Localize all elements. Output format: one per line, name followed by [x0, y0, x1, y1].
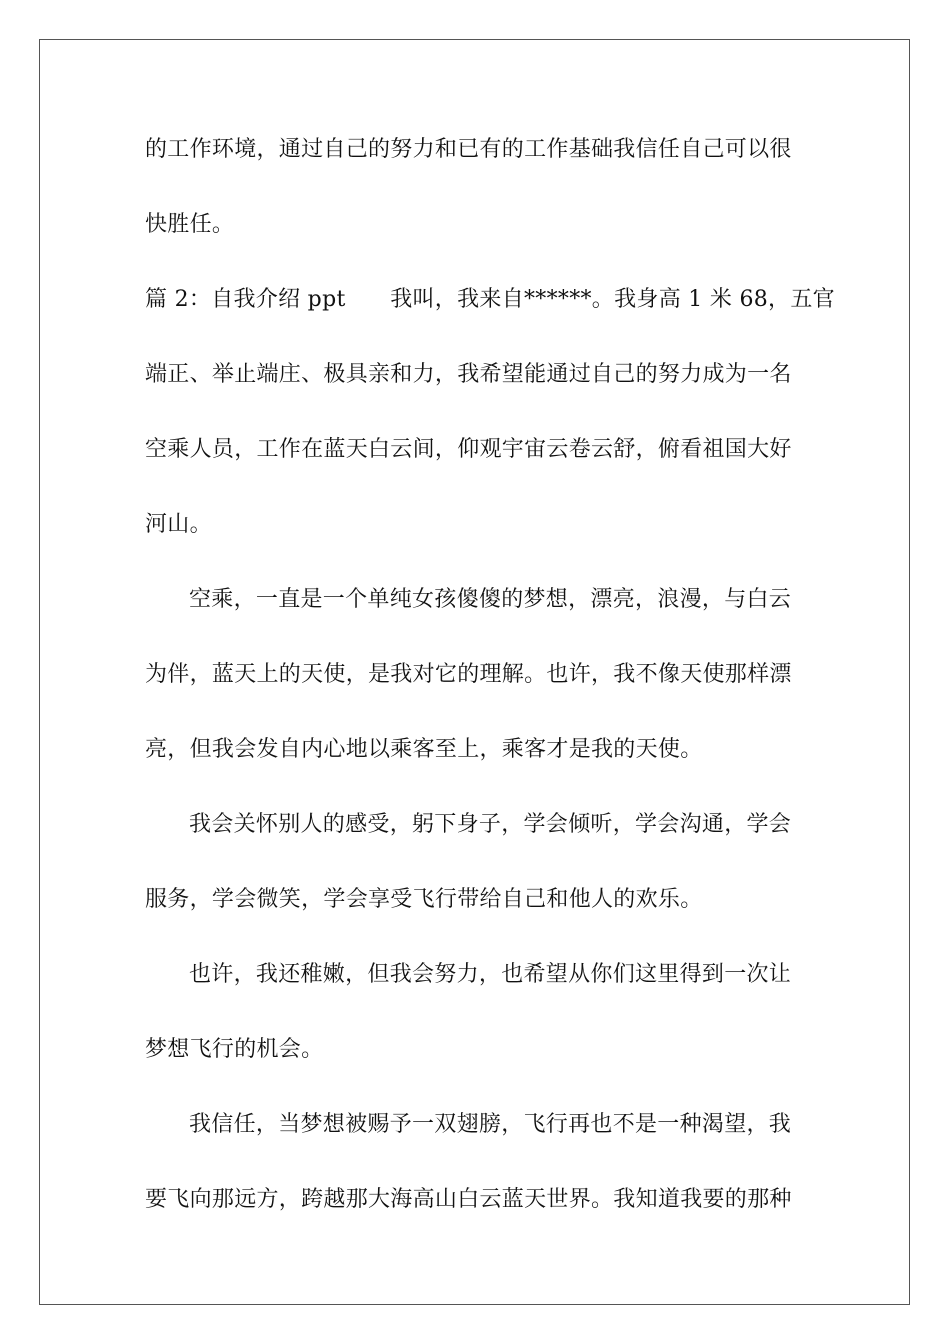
text-line: 要飞向那远方，跨越那大海高山白云蓝天世界。我知道我要的那种 [145, 1187, 792, 1212]
text-line: 的工作环境，通过自己的努力和已有的工作基础我信任自己可以很 [145, 137, 792, 162]
text-line: 梦想飞行的机会。 [145, 1037, 324, 1062]
paragraph-first-line: 也许，我还稚嫩，但我会努力，也希望从你们这里得到一次让 [189, 962, 792, 987]
paragraph-first-line: 我会关怀别人的感受，躬下身子，学会倾听，学会沟通，学会 [189, 812, 792, 837]
text-line: 河山。 [145, 512, 212, 537]
paragraph-first-line: 空乘，一直是一个单纯女孩傻傻的梦想，漂亮，浪漫，与白云 [189, 587, 792, 612]
section-heading-line: 篇 2：自我介绍 ppt 我叫，我来自******。我身高 1 米 68，五官 [145, 287, 835, 312]
text-line: 空乘人员，工作在蓝天白云间，仰观宇宙云卷云舒，俯看祖国大好 [145, 437, 792, 462]
text-line: 快胜任。 [145, 212, 235, 237]
text-line: 端正、举止端庄、极具亲和力，我希望能通过自己的努力成为一名 [145, 362, 792, 387]
text-line: 亮，但我会发自内心地以乘客至上，乘客才是我的天使。 [145, 737, 703, 762]
paragraph-first-line: 我信任，当梦想被赐予一双翅膀，飞行再也不是一种渴望，我 [189, 1112, 792, 1137]
text-line: 服务，学会微笑，学会享受飞行带给自己和他人的欢乐。 [145, 887, 703, 912]
text-line: 为伴，蓝天上的天使，是我对它的理解。也许，我不像天使那样漂 [145, 662, 792, 687]
